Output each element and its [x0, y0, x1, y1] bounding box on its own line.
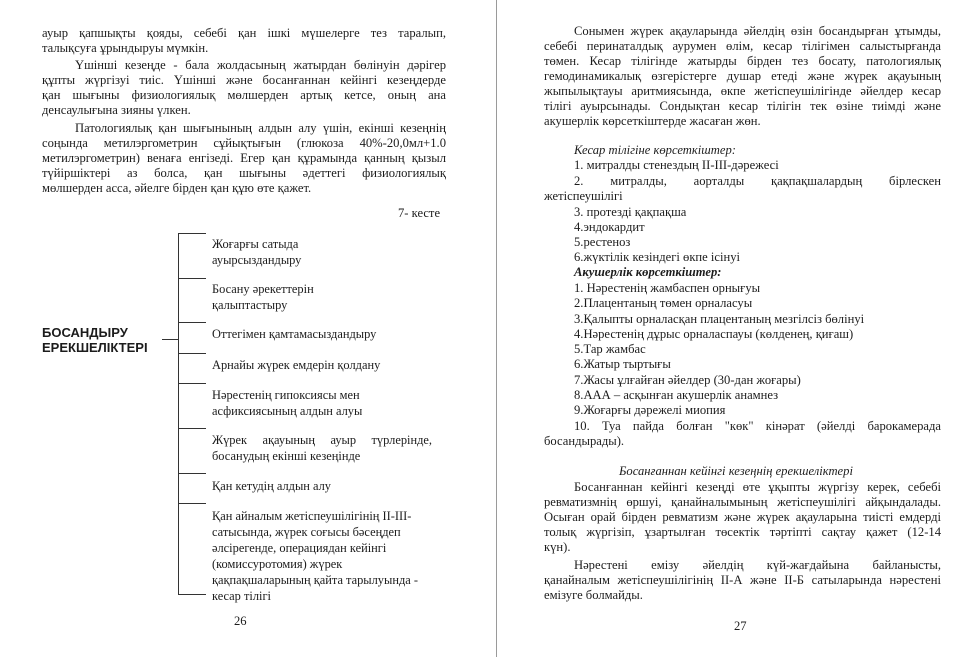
page-number: 27 [734, 619, 747, 633]
diagram-item: Қан кетудің алдын алу [212, 479, 331, 493]
list-item: 1. Нәрестенің жамбаспен орнығуы [574, 281, 761, 295]
bracket-tick [178, 383, 206, 384]
text-line: емізуге болмайды. [544, 588, 643, 602]
bracket-line [178, 233, 179, 595]
diagram-item: Жоғарғы сатыда ауырсыздандыру [212, 237, 302, 267]
list-item: 8.ААА – асқынған акушерлік анамнез [574, 388, 779, 402]
right-page [497, 0, 972, 657]
text-line: акушерлік көрсеткіштерде жасаған жөн. [544, 114, 761, 128]
text-line: қан шығыны физиологиялық мөлшерден артық кетсе, оның ана [42, 88, 446, 102]
text-line: себебі перинаталдық аурумен өлім, кесар тілігімен салыстырғанда [544, 39, 941, 53]
list-item: 2. митралды, аорталды қақпақшалардың бірлескен [574, 174, 941, 188]
text-line: Үшінші кезеңде - бала жолдасының жатырдан бөлінуін дәрігер [75, 58, 446, 72]
section-heading: Акушерлік көрсеткіштер: [574, 265, 722, 279]
bracket-tick [178, 594, 206, 595]
list-item: 1. митралды стенездың ІІ-ІІІ-дәрежесі [574, 158, 779, 172]
text-line: түйіршіктері аз болса, қан шығыны әдеттегі физиологиялық [42, 166, 446, 180]
text-line: Нәрестені емізу әйелдің күй-жағдайына байланысты, [574, 558, 941, 572]
bracket-connector [162, 339, 178, 340]
text-line: соңында метилэргометрин сұйықтығын (глюкоза 40%-20,0мл+1.0 [42, 136, 446, 150]
bracket-tick [178, 322, 206, 323]
text-line: гемодинамикалық өзгерістерге душар етеді және жүрек ақауының [544, 69, 941, 83]
text-line: денсаулығына зияны үлкен. [42, 103, 191, 117]
table-caption: 7- кесте [398, 206, 441, 220]
diagram-item: Арнайы жүрек емдерін қолдану [212, 358, 381, 372]
list-item: 3. протезді қақпақша [574, 205, 687, 219]
text-line: талықсуға ұрындыруы мүмкін. [42, 41, 209, 55]
diagram-item: Нәрестенің гипоксиясы мен асфиксиясының алдын алуы [212, 388, 363, 418]
bracket-tick [178, 278, 206, 279]
list-item: 7.Жасы ұлғайған әйелдер (30-дан жоғары) [574, 373, 801, 387]
text-line: күн). [544, 540, 571, 554]
section-heading: Кесар тілігіне көрсеткіштер: [574, 143, 736, 157]
list-item: жетіспеушілігі [544, 189, 623, 203]
bracket-tick [178, 503, 206, 504]
text-line: ауыр қапшықты қояды, себебі қан ішкі мүшелерге тез таралып, [42, 26, 446, 40]
text-line: ревматизмнің өршуі, қанайналымының жетіспеушілігі айқындалады. [544, 495, 941, 509]
text-line: толық жүргізіп, ұзартылған төсектік тәртіпті сақтау қажет (12-14 [544, 525, 941, 539]
list-item: босандырады). [544, 434, 625, 448]
list-item: 3.Қалыпты орналасқан плацентаның мезгілсіз бөлінуі [574, 312, 865, 326]
page-number: 26 [234, 614, 247, 628]
text-line: құпты жүргізуі тиіс. Үшінші және босанғаннан кейінгі кезеңдерде [42, 73, 446, 87]
diagram-item: Оттегімен қамтамасыздандыру [212, 327, 377, 341]
section-heading: Босанғаннан кейінгі кезеңнің ерекшеліктері [619, 464, 853, 478]
list-item: 4.эндокардит [574, 220, 645, 234]
text-line: жыпылықтауы аритмиясында, өкпе жетіспеушілігінде әйелдер кесар [544, 84, 941, 98]
bracket-tick [178, 428, 206, 429]
text-line: тілігі ауырсынады. Сондықтан кесар тілігін тек өзіне тиімді және [544, 99, 941, 113]
diagram-title: БОСАНДЫРУ ЕРЕКШЕЛІКТЕРІ [42, 325, 148, 355]
text-line: қанайналым жетіспеушілігінің ІІ-А және ІІ-Б сатыларында нәрестені [544, 573, 941, 587]
text-line: Осыған орай бірден ревматизм және жүрек ақауларына тиісті емдерді [544, 510, 941, 524]
list-item: 5.рестеноз [574, 235, 631, 249]
text-line: мөлшерден асса, әйелге бірден қан құю өте қажет. [42, 181, 312, 195]
text-line: Босанғаннан кейінгі кезеңді өте ұқыпты жүргізу керек, себебі [574, 480, 941, 494]
list-item: 6.жүктілік кезіндегі өкпе ісінуі [574, 250, 741, 264]
text-line: Патологиялық қан шығынының алдын алу үшін, екінші кезеңнің [75, 121, 446, 135]
list-item: 6.Жатыр тыртығы [574, 357, 671, 371]
bracket-tick [178, 233, 206, 234]
diagram-item: Жүрек ақауының ауыр түрлерінде, босанудың екінші кезеңінде [212, 433, 432, 463]
text-line: төмен. Кесар тілігінде жатырды бірден тез босату, патологиялық [544, 54, 941, 68]
diagram-item: Босану әрекеттерін қалыптастыру [212, 282, 314, 312]
text-line: Сонымен жүрек ақауларында әйелдің өзін босандырған ұтымды, [574, 24, 941, 38]
list-item: 10. Туа пайда болған "көк" кінәрат (әйелді барокамерада [574, 419, 941, 433]
list-item: 4.Нәрестенің дұрыс орналаспауы (көлденең, қиғаш) [574, 327, 854, 341]
bracket-tick [178, 353, 206, 354]
text-line: метилэргометрин) венаға енгізеді. Егер қан құрамында қанның қызыл [42, 151, 446, 165]
diagram-item: Қан айналым жетіспеушілігінің ІІ-ІІІ- сатысында, жүрек соғысы бәсеңдеп әлсірегенде, операциядан кейінгі (комиссуротомия) жүрек қақпақшаларының қайта тарылуында - кесар тілігі [212, 509, 418, 603]
list-item: 9.Жоғарғы дәрежелі миопия [574, 403, 726, 417]
list-item: 2.Плацентаның төмен орналасуы [574, 296, 753, 310]
list-item: 5.Тар жамбас [574, 342, 646, 356]
bracket-tick [178, 473, 206, 474]
